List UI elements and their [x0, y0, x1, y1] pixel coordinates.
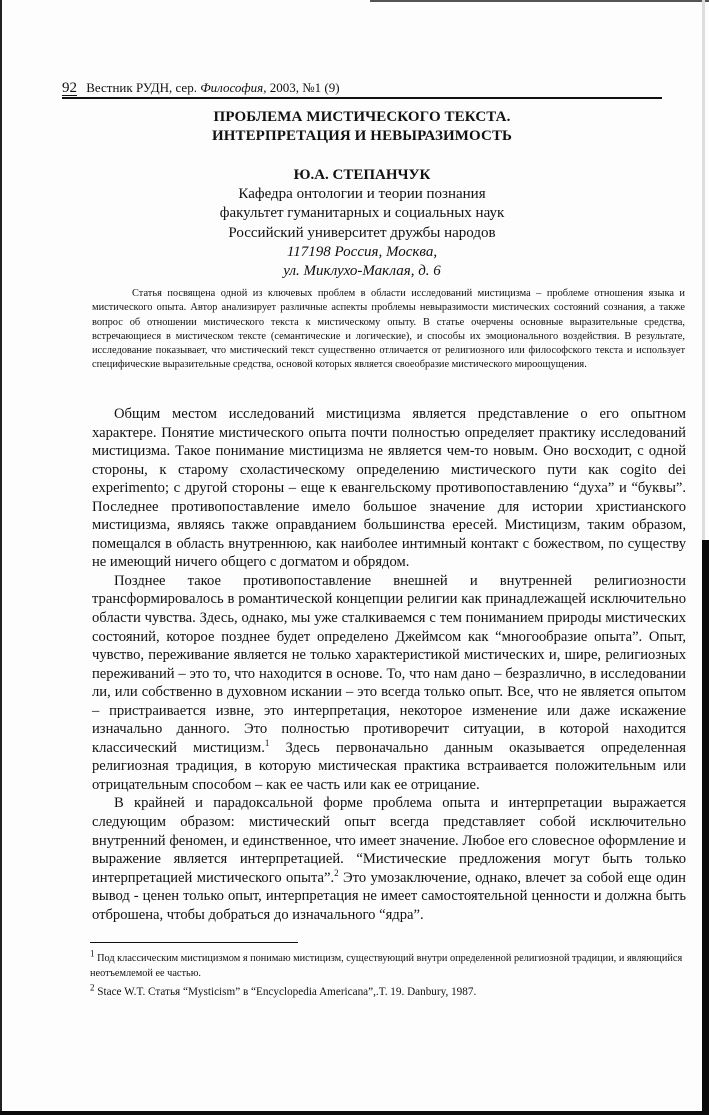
journal-name: Вестник РУДН, сер.	[86, 80, 197, 95]
footnote-text: Под классическим мистицизмом я понимаю мистицизм, существующий внутри определенной религиозной традиции, и являющийся неотъемлемой ее частью.	[90, 953, 683, 979]
scan-edge-right-dark	[702, 540, 709, 1115]
abstract-text: Статья посвящена одной из ключевых проблем в области исследований мистицизма – проблеме отношения языка и мистического опыта. Автор анализирует различные аспекты проблемы невыразимости мистических состояний сознания, а также вопрос об отношении мистического текста к мистическому опыту. В статье очерчены основные выразительные средства, встречающиеся в мистическом тексте (семантические и логические), и способы их эмоционального воздействия. В результате, исследование показывает, что мистический текст существенно отличается от религиозного или философского текста и использует специфические выразительные средства, основой которых является своеобразие мистического мироощущения.	[92, 288, 685, 371]
footnote-rule	[90, 942, 298, 943]
paragraph-text: Это умозаключение, однако, влечет за собой еще один вывод - ценен только опыт, интерпретация не имеет самостоятельной ценности и должна быть отброшена, чтобы добраться до изначального “ядра”.	[92, 869, 686, 923]
footnotes	[90, 948, 686, 1000]
address-line: ул. Миклухо-Маклая, д. 6	[283, 263, 441, 280]
scan-edge-bottom	[0, 1111, 709, 1115]
journal-issue: , 2003, №1 (9)	[263, 80, 340, 95]
title-line-1: ПРОБЛЕМА МИСТИЧЕСКОГО ТЕКСТА.	[213, 109, 511, 125]
journal-series: Философия	[200, 80, 264, 95]
footnote-mark: 1	[90, 948, 95, 959]
author-name: Ю.А. СТЕПАНЧУК	[293, 167, 431, 183]
author-block	[62, 166, 662, 281]
running-header	[62, 80, 662, 96]
footnote-ref[interactable]: 2	[334, 867, 339, 878]
address-line: 117198 Россия, Москва,	[286, 243, 438, 260]
paragraph-text: В крайней и парадоксальной форме проблема опыта и интерпретации выражается следующим образом: мистический опыт всегда представляет собой исключительно внутренний феномен, и единственное, что имеет значение. Любое его словесное оформление и выражение является интерпретацией. “Мистические предложения могут быть только интерпретацией мистического опыта”.	[92, 795, 686, 886]
article-title	[62, 108, 662, 146]
scan-edge-top	[370, 0, 709, 2]
affiliation-line: Кафедра онтологии и теории познания	[238, 186, 486, 203]
paragraph-text: Позднее такое противопоставление внешней и внутренней религиозности трансформировалось в романтической концепции религии как принадлежащей исключительно области чувства. Здесь, однако, мы уже сталкиваемся с тем пониманием природы мистических состояний, которое позднее будет определено Джеймсом как “многообразие опыта”. Опыт, чувство, переживание является не только характеристикой мистических и, шире, религиозных переживаний – это то, что находится в основе. То, что нам дано – безразлично, в исследовании ли, или собственно в духовном искании – это всегда только опыт. Все, что не является опытом – пристраивается извне, это интерпретация, некоторое изменение или даже искажение изначально данного. Это полностью противоречит ситуации, в которой находится классический мистицизм.	[92, 572, 686, 756]
paragraph	[92, 405, 686, 572]
scan-edge-left	[0, 0, 2, 1115]
abstract	[92, 287, 685, 373]
title-line-2: ИНТЕРПРЕТАЦИЯ И НЕВЫРАЗИМОСТЬ	[211, 128, 513, 144]
footnote-text: Stace W.T. Статья “Mysticism” в “Encyclopedia Americana”,.T. 19. Danbury, 1987.	[94, 986, 477, 998]
paragraph-text: Общим местом исследований мистицизма является представление о его опытном характере. Понятие мистического опыта почти полностью определяет практику исследований мистицизма. Такое понимание мистицизма не является чем-то новым. Оно восходит, с одной стороны, к старому схоластическому определению мистического пути как cogito dei experimento; с другой стороны – еще к евангельскому противопоставлению “духа” и “буквы”. Последнее противопоставление имело большое значение для истории христианского мистицизма, являясь также оправданием большинства ересей. Мистицизм, таким образом, помещался в область внутреннюю, как наиболее интимный контакт с божеством, по существу не имеющий ничего общего с догматом и обрядом.	[92, 406, 686, 571]
affiliation-line: Российский университет дружбы народов	[228, 224, 496, 241]
footnote	[90, 948, 686, 981]
page-number: 92	[62, 80, 77, 96]
paragraph	[92, 794, 686, 924]
paragraph-text: Здесь первоначально данным оказывается определенная религиозная традиция, в которую мистическая практика встраивается положительным или отрицательным способом – как ее часть или как ее отрицание.	[92, 739, 686, 793]
footnote-mark: 2	[90, 982, 95, 993]
header-rule	[62, 97, 662, 99]
footnote	[90, 982, 686, 1000]
footnote-ref[interactable]: 1	[264, 737, 270, 748]
article-body	[92, 405, 686, 924]
paragraph	[92, 572, 686, 795]
scan-edge-right-light	[702, 0, 705, 540]
affiliation-line: факультет гуманитарных и социальных наук	[219, 205, 505, 222]
